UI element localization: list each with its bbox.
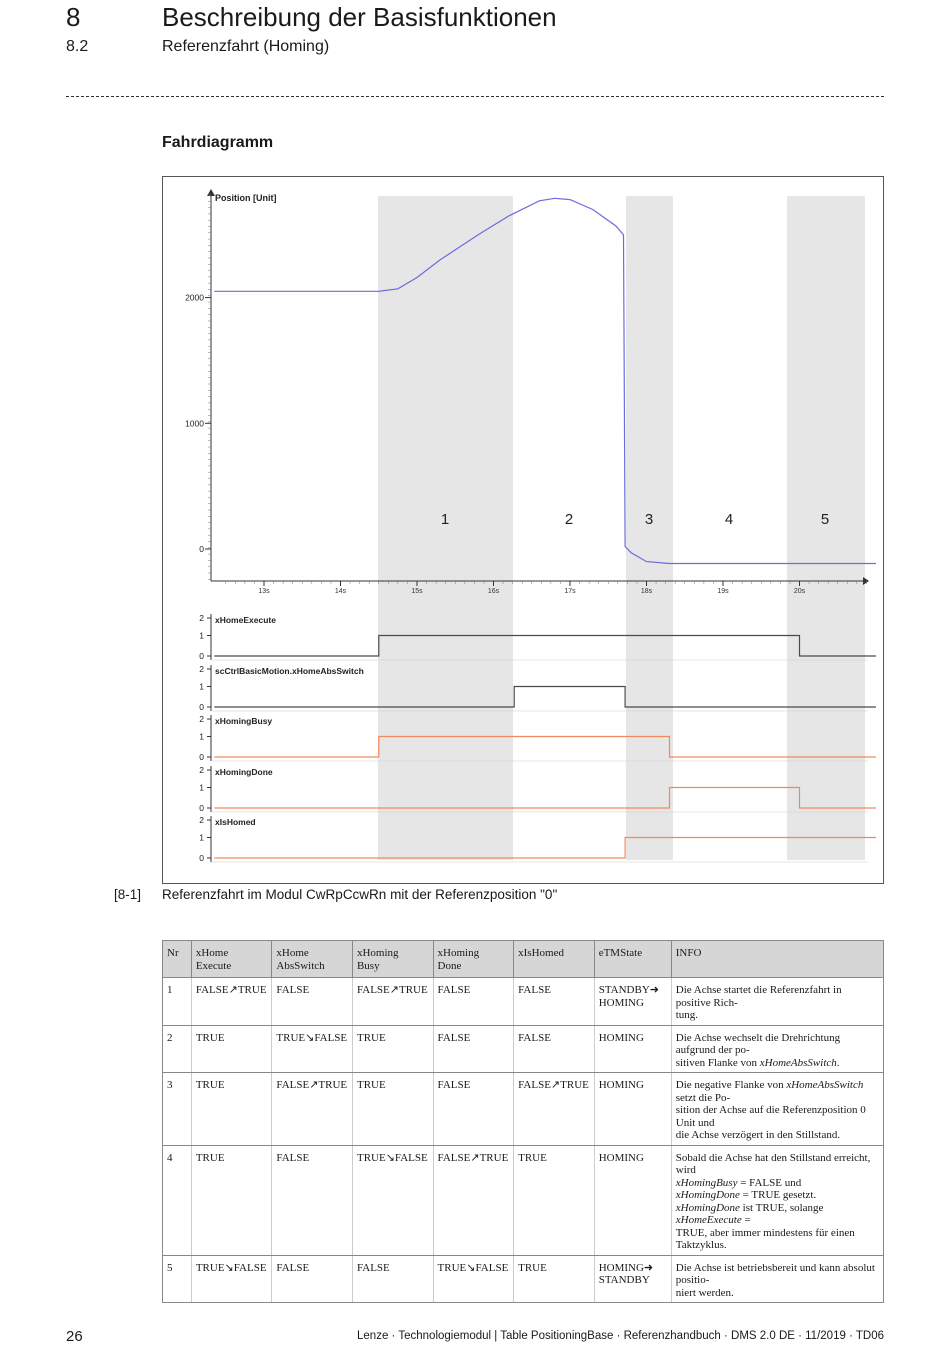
table-cell: FALSE↗TRUE: [352, 978, 433, 1026]
phase-band: [626, 196, 673, 860]
x-tick-label: 17s: [564, 588, 576, 595]
y-axis-label: Position [Unit]: [215, 193, 277, 203]
table-body: [163, 978, 884, 1303]
table-header-cell: xHome AbsSwitch: [272, 941, 353, 978]
table-cell: FALSE: [433, 978, 514, 1026]
figure-number: [8-1]: [114, 887, 142, 902]
x-tick-label: 20s: [793, 588, 806, 595]
signal-tick-label: 1: [199, 681, 204, 692]
x-tick-label: 19s: [717, 588, 729, 595]
table-cell: TRUE: [191, 1025, 272, 1073]
table-header-cell: xIsHomed: [514, 941, 595, 978]
phase-label: 2: [564, 511, 574, 528]
signal-tick-label: 1: [199, 630, 204, 641]
signal-name: scCtrlBasicMotion.xHomeAbsSwitch: [215, 666, 364, 676]
table-header-cell: INFO: [671, 941, 883, 978]
header-divider: [66, 96, 884, 97]
table-cell: HOMING➜ STANDBY: [594, 1255, 671, 1303]
table-cell: FALSE↗TRUE: [433, 1145, 514, 1255]
table-cell: FALSE↗TRUE: [191, 978, 272, 1026]
table-cell: TRUE↘FALSE: [352, 1145, 433, 1255]
phase-band: [787, 196, 865, 860]
y-tick-label: 0: [199, 544, 204, 554]
table-header-cell: xHome Execute: [191, 941, 272, 978]
phase-label: 5: [820, 511, 830, 528]
signal-line: [214, 788, 876, 809]
table-cell: Die Achse wechselt die Drehrichtung aufgrund der po- sitiven Flanke von xHomeAbsSwitch.: [671, 1025, 883, 1073]
y-tick-label: 2000: [185, 292, 204, 303]
section-heading: Fahrdiagramm: [162, 134, 274, 151]
signal-name: xHomingDone: [215, 767, 273, 777]
phase-band: [378, 196, 513, 860]
table-row: [163, 1025, 884, 1073]
table-cell: TRUE↘FALSE: [272, 1025, 353, 1073]
table-cell: Sobald die Achse hat den Stillstand erreicht, wird xHomingBusy = FALSE und xHomingDone = TRUE gesetzt. xHomingDone ist TRUE, solange xHomeExecute = TRUE, aber immer mindestens für einen Taktzyklus.: [671, 1145, 883, 1255]
table-row: [163, 1145, 884, 1255]
table-cell: FALSE: [272, 1145, 353, 1255]
table-cell: 2: [163, 1025, 192, 1073]
phase-label: 1: [440, 511, 450, 528]
table-header-cell: eTMState: [594, 941, 671, 978]
signal-line: [214, 636, 876, 657]
section-title: Referenzfahrt (Homing): [162, 38, 330, 55]
signal-tick-label: 2: [199, 714, 204, 724]
table-cell: 5: [163, 1255, 192, 1303]
signal-line: [214, 737, 876, 758]
table-cell: Die Achse startet die Referenzfahrt in positive Rich- tung.: [671, 978, 883, 1026]
table-cell: TRUE↘FALSE: [191, 1255, 272, 1303]
section-number: 8.2: [66, 38, 89, 55]
table-cell: HOMING: [594, 1145, 671, 1255]
table-cell: STANDBY➜ HOMING: [594, 978, 671, 1026]
table-cell: FALSE: [514, 978, 595, 1026]
x-tick-label: 18s: [640, 588, 653, 595]
table-cell: FALSE: [272, 1255, 353, 1303]
table-header-row: [163, 941, 884, 978]
signal-tick-label: 2: [199, 765, 204, 775]
table-header-cell: xHoming Busy: [352, 941, 433, 978]
table-header-cell: Nr: [163, 941, 192, 978]
x-tick-label: 15s: [411, 588, 423, 595]
signal-tick-label: 2: [199, 664, 204, 674]
signal-name: xHomeExecute: [215, 615, 276, 625]
x-tick-label: 14s: [334, 588, 347, 595]
table-cell: TRUE↘FALSE: [433, 1255, 514, 1303]
signal-line: [214, 838, 876, 859]
page-number: 26: [66, 1328, 83, 1345]
table-row: [163, 978, 884, 1026]
signal-tick-label: 2: [199, 815, 204, 825]
figure-caption: Referenzfahrt im Modul CwRpCcwRn mit der Referenzposition "0": [162, 887, 558, 902]
table-row: [163, 1073, 884, 1146]
signal-line: [214, 687, 876, 708]
homing-chart: [163, 177, 883, 883]
signal-tick-label: 0: [199, 803, 204, 813]
table-cell: 1: [163, 978, 192, 1026]
table-cell: HOMING: [594, 1025, 671, 1073]
signal-name: xIsHomed: [215, 817, 256, 827]
table-cell: TRUE: [352, 1025, 433, 1073]
table-cell: TRUE: [191, 1145, 272, 1255]
y-tick-label: 1000: [185, 418, 204, 429]
table-cell: HOMING: [594, 1073, 671, 1146]
footer-info: Lenze · Technologiemodul | Table PositioningBase · Referenzhandbuch · DMS 2.0 DE · 11/2019 · TD06: [357, 1330, 884, 1342]
table-cell: FALSE↗TRUE: [272, 1073, 353, 1146]
table-cell: FALSE: [272, 978, 353, 1026]
signal-tick-label: 0: [199, 702, 204, 712]
table-cell: FALSE↗TRUE: [514, 1073, 595, 1146]
table-cell: Die Achse ist betriebsbereit und kann absolut positio- niert werden.: [671, 1255, 883, 1303]
signal-tick-label: 1: [199, 731, 204, 742]
phase-label: 4: [724, 511, 734, 528]
chapter-title: Beschreibung der Basisfunktionen: [162, 2, 557, 32]
chapter-number: 8: [66, 2, 81, 32]
table-row: [163, 1255, 884, 1303]
table-header-cell: xHoming Done: [433, 941, 514, 978]
table-cell: TRUE: [191, 1073, 272, 1146]
table-cell: FALSE: [433, 1025, 514, 1073]
table-cell: TRUE: [514, 1145, 595, 1255]
x-tick-label: 13s: [258, 588, 270, 595]
table-cell: FALSE: [352, 1255, 433, 1303]
table-cell: FALSE: [514, 1025, 595, 1073]
table-cell: TRUE: [352, 1073, 433, 1146]
signal-tick-label: 0: [199, 651, 204, 661]
table-cell: FALSE: [433, 1073, 514, 1146]
signal-name: xHomingBusy: [215, 716, 273, 726]
x-tick-label: 16s: [487, 588, 500, 595]
signal-tick-label: 0: [199, 752, 204, 762]
table-cell: TRUE: [514, 1255, 595, 1303]
signal-tick-label: 1: [199, 782, 204, 793]
state-table: [162, 940, 884, 1303]
table-cell: 3: [163, 1073, 192, 1146]
phase-label: 3: [644, 511, 654, 528]
table-cell: Die negative Flanke von xHomeAbsSwitch setzt die Po- sition der Achse auf die Referenzposition 0 Unit und die Achse verzögert in den Stillstand.: [671, 1073, 883, 1146]
signal-tick-label: 0: [199, 853, 204, 863]
figure-frame: [162, 176, 884, 884]
position-line: [214, 198, 876, 563]
signal-tick-label: 1: [199, 832, 204, 843]
x-axis-arrow: [863, 577, 869, 585]
table-cell: 4: [163, 1145, 192, 1255]
signal-tick-label: 2: [199, 613, 204, 623]
